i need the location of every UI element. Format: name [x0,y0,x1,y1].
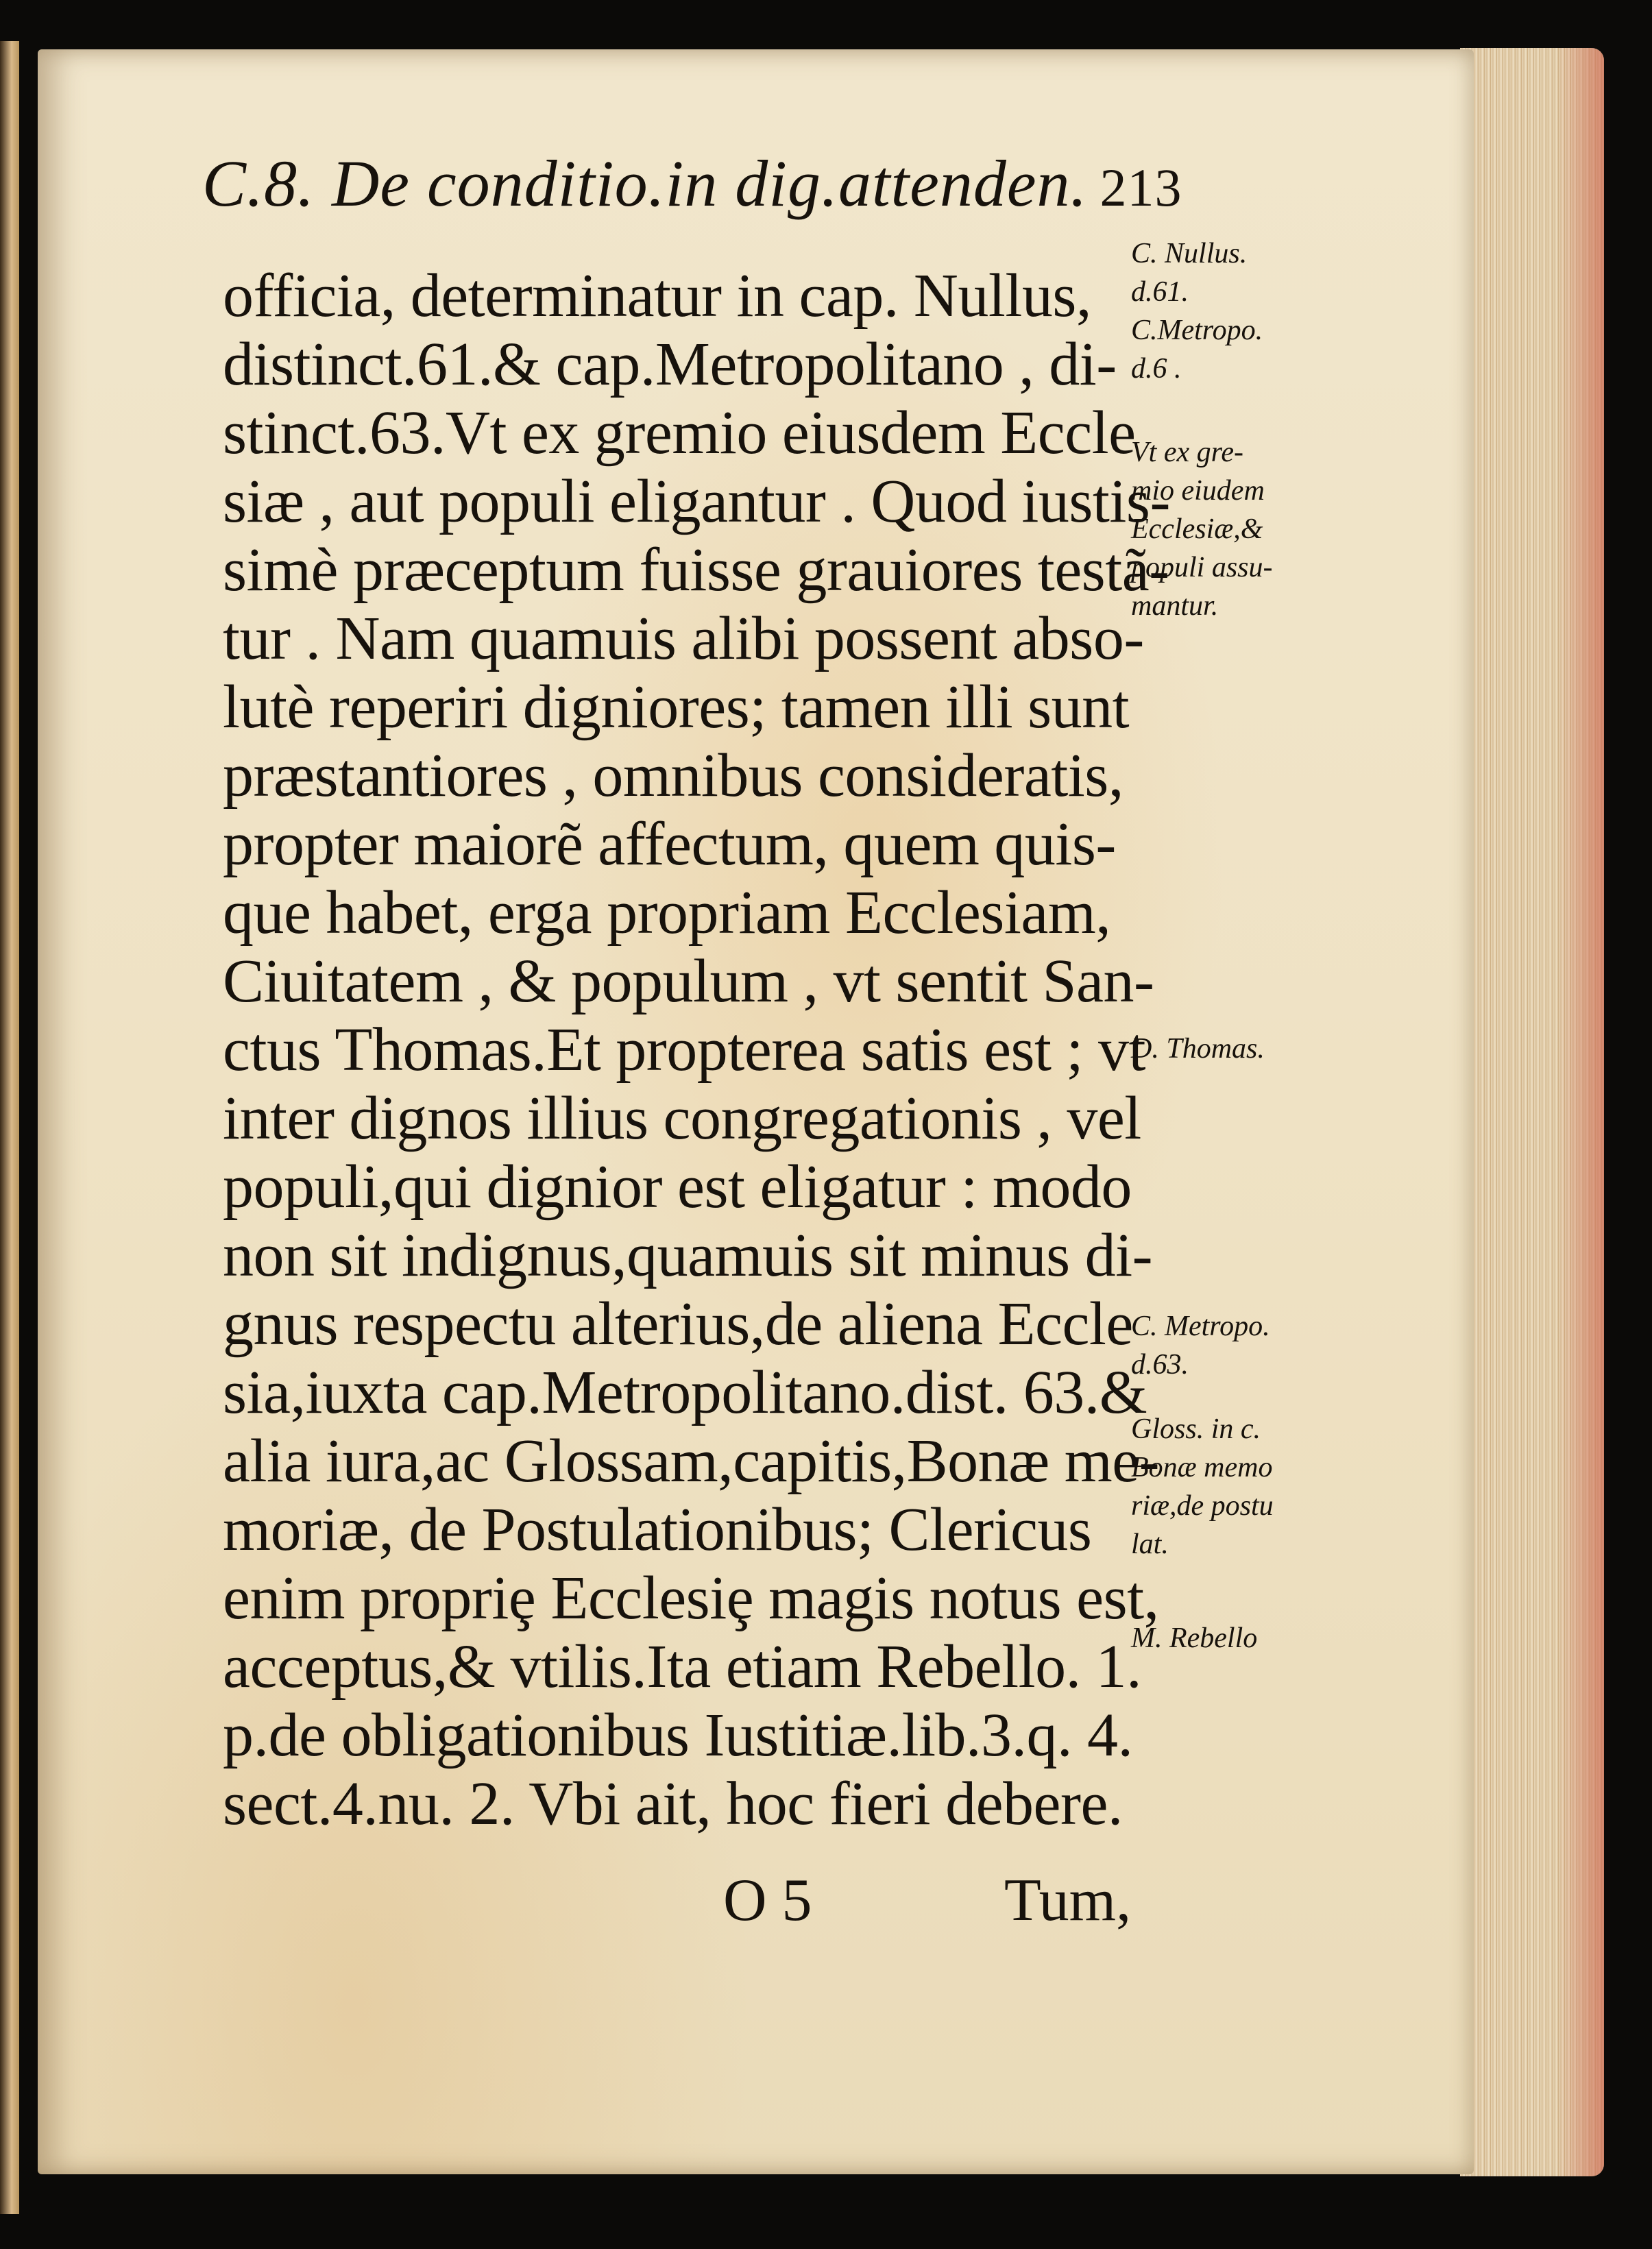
text-line: Ciuitatem , & populum , vt sentit San- [223,947,1154,1015]
signature-mark: O 5 [723,1867,812,1934]
text-line: officia, determinatur in cap. Nullus, [223,262,1091,330]
text-line: sia,iuxta cap.Metropolitano.dist. 63.& [223,1359,1147,1426]
text-line: lutè reperiri digniores; tamen illi sunt [223,673,1130,741]
text-line: alia iura,ac Glossam,capitis,Bonæ me- [223,1427,1160,1495]
running-head [202,145,1182,221]
text-line: enim propriȩ Ecclesiȩ magis notus est, [223,1564,1159,1632]
margin-note: M. Rebello [1131,1622,1258,1654]
text-line: siæ , aut populi eligantur . Quod iustis- [223,467,1170,535]
book-page [38,49,1474,2174]
text-line: distinct.61.& cap.Metropolitano , di- [223,330,1117,398]
text-line: sect.4.nu. 2. Vbi ait, hoc fieri debere. [223,1770,1123,1838]
margin-note: Vt ex gre- mio eiudem Ecclesiæ,& populi assu- mantur. [1131,437,1273,622]
text-line: gnus respectu alterius,de aliena Eccle [223,1290,1133,1358]
text-line: inter dignos illius congregationis , vel [223,1084,1141,1152]
margin-note: D. Thomas. [1131,1033,1265,1065]
text-line: non sit indignus,quamuis sit minus di- [223,1221,1153,1289]
text-line: simè præceptum fuisse grauiores testã- [223,536,1169,604]
text-line: tur . Nam quamuis alibi possent abso- [223,605,1144,672]
text-line: que habet, erga propriam Ecclesiam, [223,879,1111,947]
text-line: moriæ, de Postulationibus; Clericus [223,1496,1092,1564]
text-line: p.de obligationibus Iustitiæ.lib.3.q. 4. [223,1701,1133,1769]
text-line: stinct.63.Vt ex gremio eiusdem Eccle [223,399,1136,467]
margin-note: Gloss. in c. Bonæ memo riæ,de postu lat. [1131,1413,1274,1560]
text-line: populi,qui dignior est eligatur : modo [223,1153,1132,1221]
text-line: propter maiorẽ affectum, quem quis- [223,810,1116,878]
margin-note: C. Nullus. d.61. C.Metropo. d.6 . [1131,238,1263,385]
text-line: ctus Thomas.Et propterea satis est ; vt [223,1016,1146,1084]
text-line: acceptus,& vtilis.Ita etiam Rebello. 1. [223,1633,1142,1701]
page-edge-stack [1460,48,1604,2176]
page-number: 213 [1100,158,1182,217]
text-line: præstantiores , omnibus consideratis, [223,742,1123,810]
catchword: Tum, [1004,1867,1132,1934]
margin-note: C. Metropo. d.63. [1131,1311,1270,1381]
facing-page-edge [0,41,19,2214]
running-title: C.8. De conditio.in dig.attenden. [202,147,1088,220]
